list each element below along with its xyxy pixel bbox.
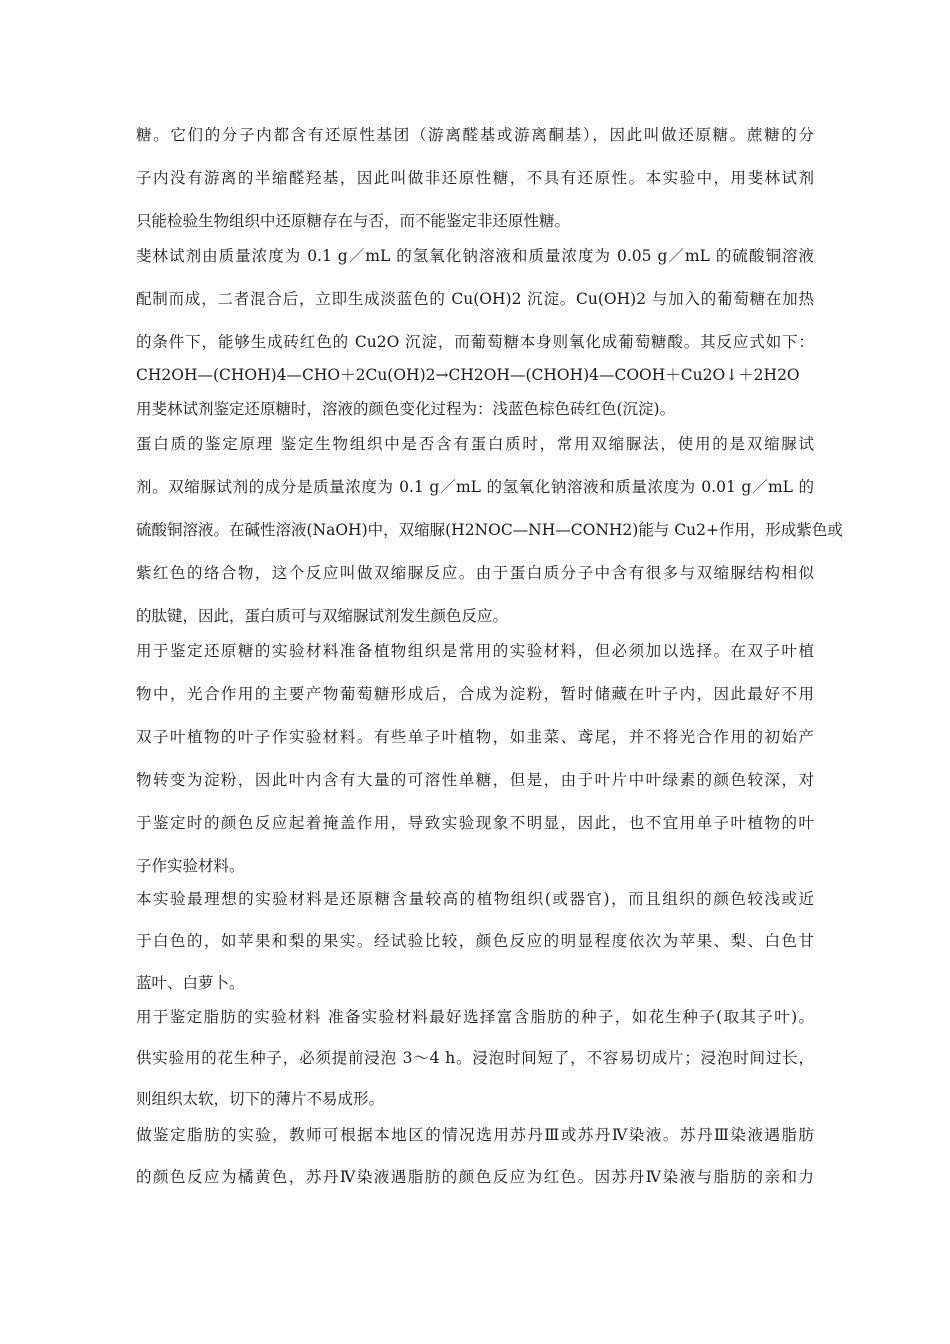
- text-line: 的条件下，能够生成砖红色的 Cu2O 沉淀，而葡萄糖本身则氧化成葡萄糖酸。其反应式如下：: [136, 333, 814, 351]
- text-line: 剂。双缩脲试剂的成分是质量浓度为 0.1 g／mL 的氢氧化钠溶液和质量浓度为 0.01 g／mL 的: [136, 478, 814, 496]
- text-line: 紫红色的络合物，这个反应叫做双缩脲反应。由于蛋白质分子中含有很多与双缩脲结构相似: [136, 564, 814, 582]
- text-line: 用于鉴定还原糖的实验材料准备植物组织是常用的实验材料，但必须加以选择。在双子叶植: [136, 642, 814, 660]
- text-line: CH2OH—(CHOH)4—CHO＋2Cu(OH)2→CH2OH—(CHOH)4—COOH＋Cu2O↓＋2H2O: [136, 366, 800, 384]
- text-line: 的肽键，因此，蛋白质可与双缩脲试剂发生颜色反应。: [136, 607, 509, 625]
- text-line: 本实验最理想的实验材料是还原糖含量较高的植物组织(或器官)，而且组织的颜色较浅或近: [136, 890, 814, 908]
- text-line: 于白色的，如苹果和梨的果实。经试验比较，颜色反应的明显程度依次为苹果、梨、白色甘: [136, 932, 814, 950]
- text-line: 用斐林试剂鉴定还原糖时，溶液的颜色变化过程为：浅蓝色棕色砖红色(沉淀)。: [136, 400, 676, 418]
- text-line: 只能检验生物组织中还原糖存在与否，而不能鉴定非还原性糖。: [136, 212, 571, 230]
- text-line: 双子叶植物的叶子作实验材料。有些单子叶植物，如韭菜、鸢尾，并不将光合作用的初始产: [136, 728, 814, 746]
- text-line: 蛋白质的鉴定原理 鉴定生物组织中是否含有蛋白质时，常用双缩脲法，使用的是双缩脲试: [136, 435, 814, 453]
- text-line: 则组织太软，切下的薄片不易成形。: [136, 1090, 385, 1108]
- text-line: 物中，光合作用的主要产物葡萄糖形成后，合成为淀粉，暂时储藏在叶子内，因此最好不用: [136, 685, 814, 703]
- text-line: 于鉴定时的颜色反应起着掩盖作用，导致实验现象不明显，因此，也不宜用单子叶植物的叶: [136, 814, 814, 832]
- text-line: 蓝叶、白萝卜。: [136, 974, 245, 992]
- text-line: 斐林试剂由质量浓度为 0.1 g／mL 的氢氧化钠溶液和质量浓度为 0.05 g／mL 的硫酸铜溶液: [136, 247, 814, 265]
- text-line: 糖。它们的分子内都含有还原性基团（游离醛基或游离酮基），因此叫做还原糖。蔗糖的分: [136, 126, 814, 144]
- text-line: 供实验用的花生种子，必须提前浸泡 3～4 h。浸泡时间短了，不容易切成片；浸泡时间过长，: [136, 1049, 814, 1067]
- text-line: 的颜色反应为橘黄色，苏丹Ⅳ染液遇脂肪的颜色反应为红色。因苏丹Ⅳ染液与脂肪的亲和力: [136, 1168, 814, 1186]
- text-line: 配制而成，二者混合后，立即生成淡蓝色的 Cu(OH)2 沉淀。Cu(OH)2 与加入的葡萄糖在加热: [136, 290, 814, 308]
- text-line: 物转变为淀粉，因此叶内含有大量的可溶性单糖，但是，由于叶片中叶绿素的颜色较深，对: [136, 771, 814, 789]
- text-line: 用于鉴定脂肪的实验材料 准备实验材料最好选择富含脂肪的种子，如花生种子(取其子叶)。: [136, 1008, 814, 1026]
- text-line: 做鉴定脂肪的实验，教师可根据本地区的情况选用苏丹Ⅲ或苏丹Ⅳ染液。苏丹Ⅲ染液遇脂肪: [136, 1126, 814, 1144]
- text-line: 子作实验材料。: [136, 857, 245, 875]
- text-line: 子内没有游离的半缩醛羟基，因此叫做非还原性糖，不具有还原性。本实验中，用斐林试剂: [136, 169, 814, 187]
- text-line: 硫酸铜溶液。在碱性溶液(NaOH)中，双缩脲(H2NOC—NH—CONH2)能与 Cu2+作用，形成紫色或: [136, 521, 843, 539]
